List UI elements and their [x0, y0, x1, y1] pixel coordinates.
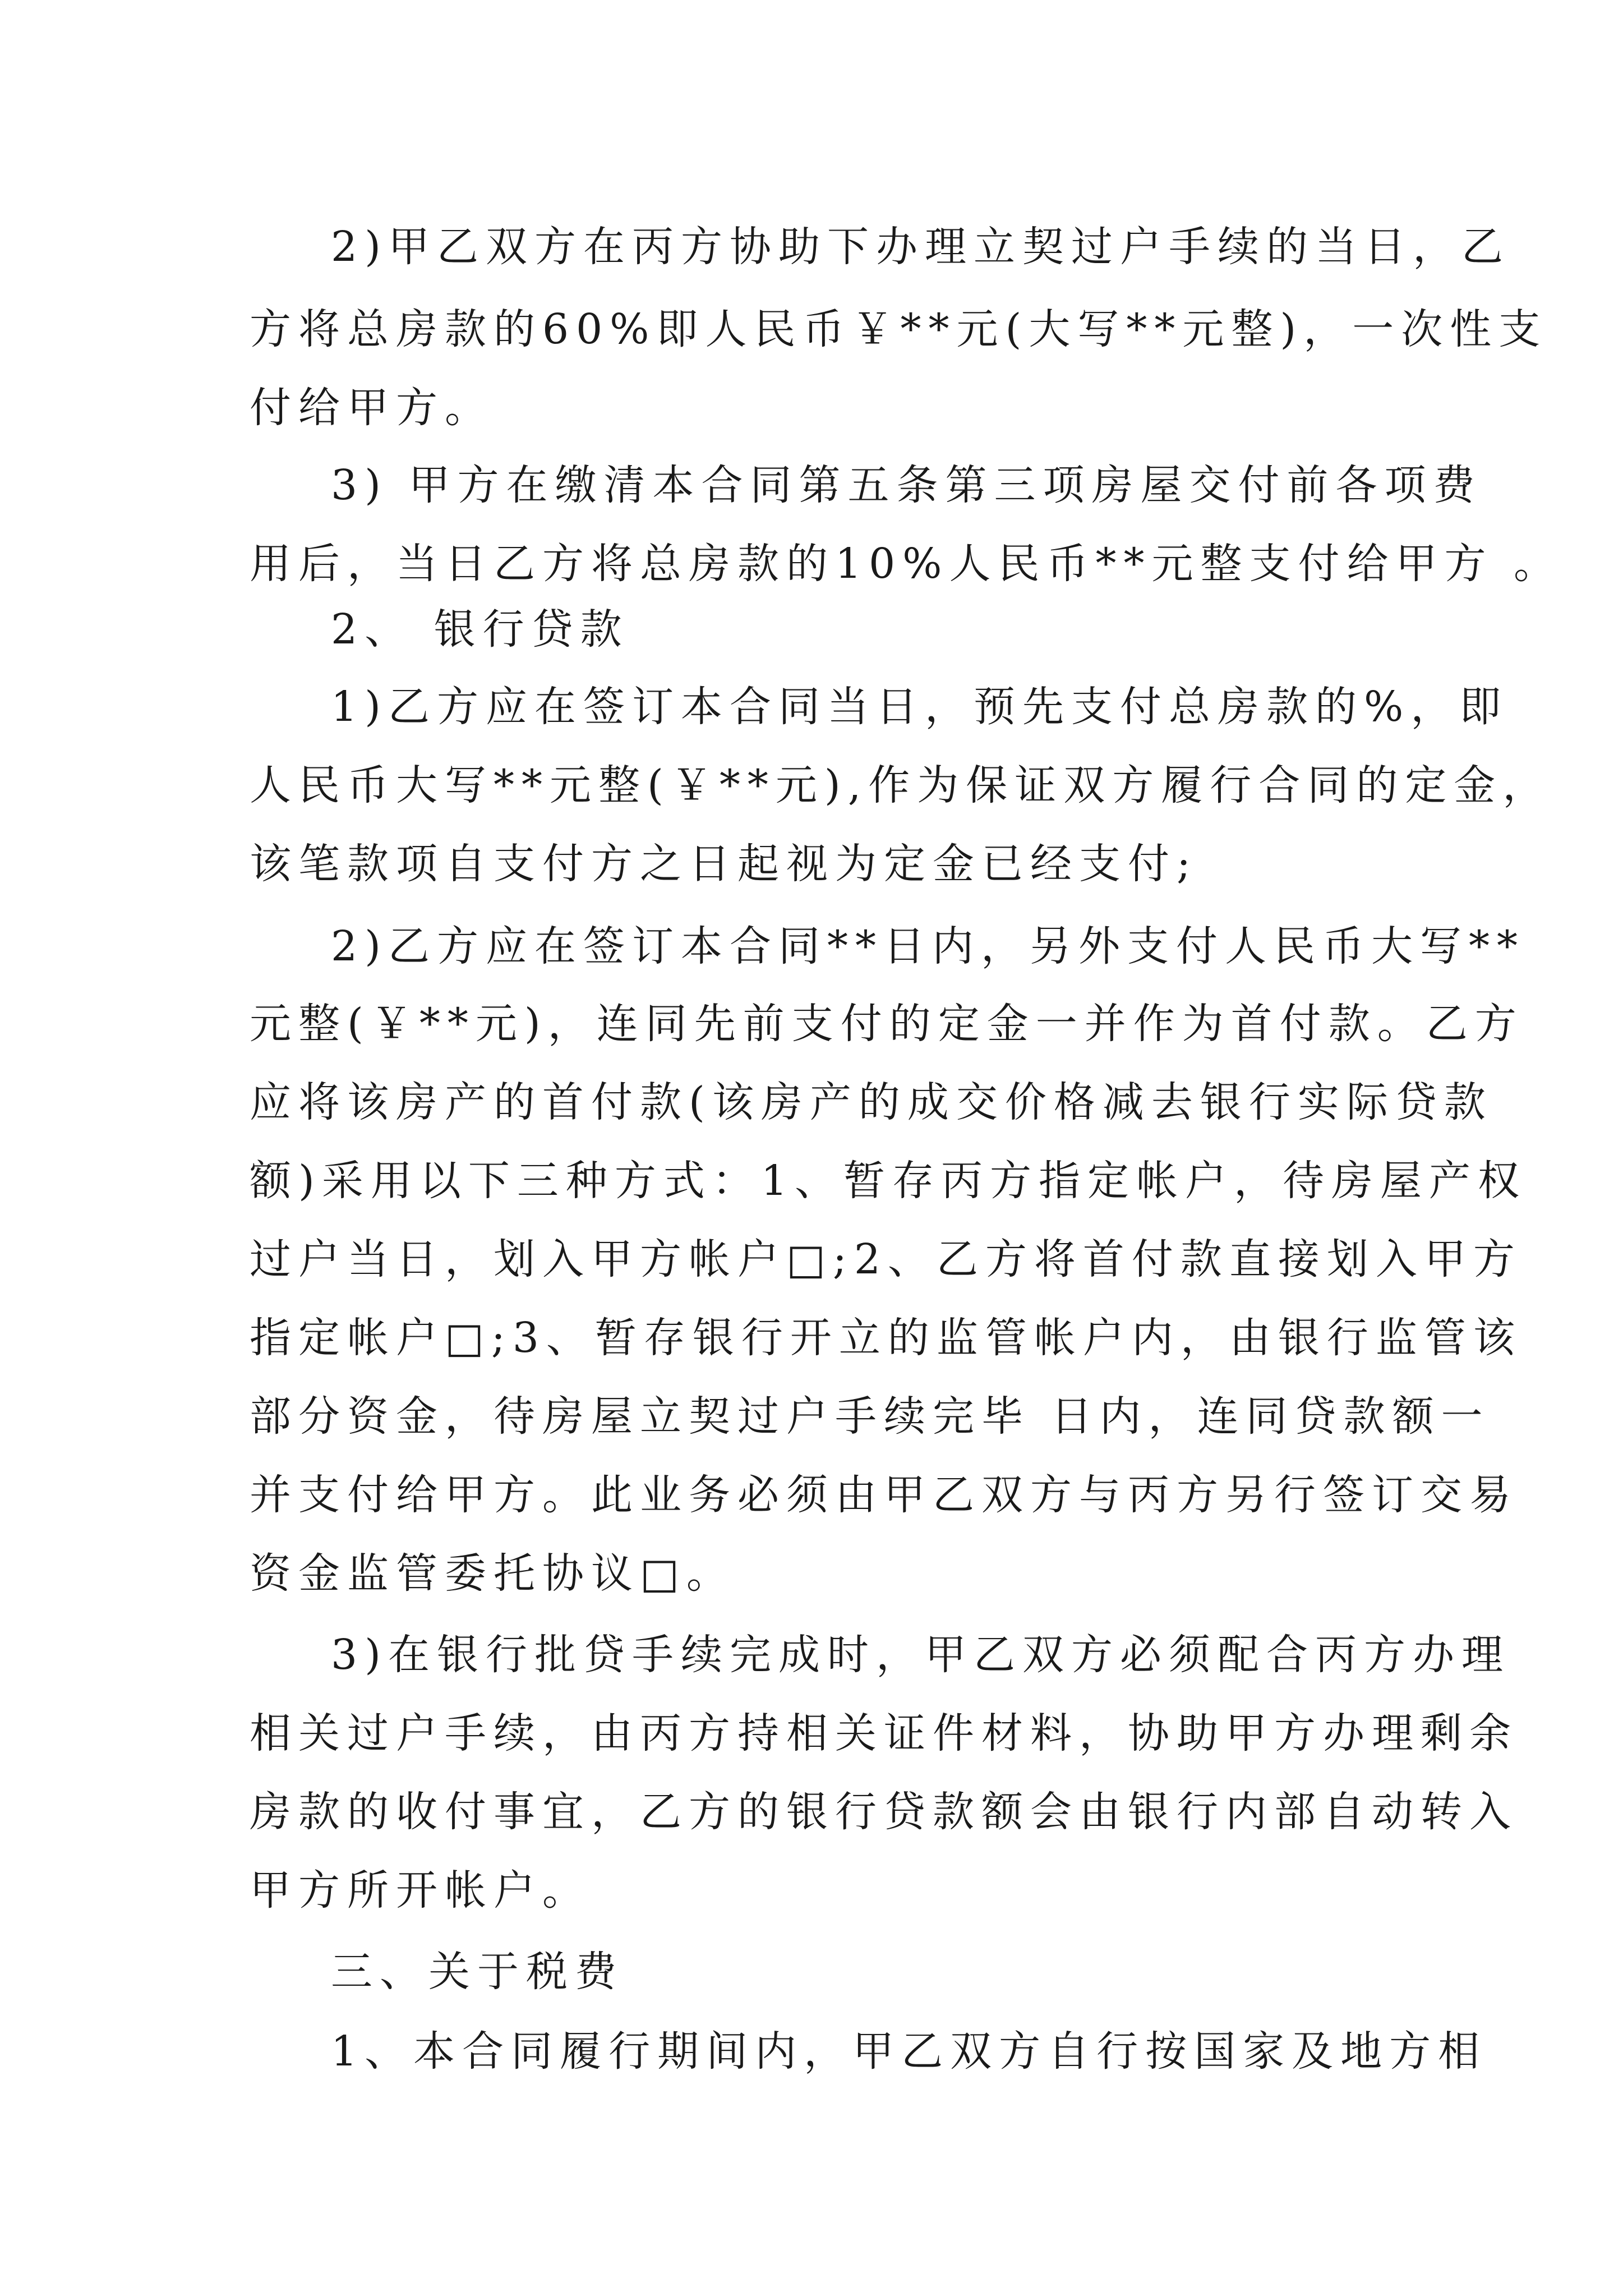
text-line: 额)采用以下三种方式：1、暂存丙方指定帐户，待房屋产权: [250, 1157, 1527, 1205]
text-line: 用后，当日乙方将总房款的10%人民币**元整支付给甲方 。: [250, 540, 1562, 588]
text-line: 1)乙方应在签订本合同当日，预先支付总房款的%，即: [331, 683, 1509, 731]
text-line: 甲方所开帐户。: [250, 1866, 591, 1915]
text-line: 过户当日，划入甲方帐户□;2、乙方将首付款直接划入甲方: [250, 1235, 1522, 1283]
text-line: 3) 甲方在缴清本合同第五条第三项房屋交付前各项费: [331, 461, 1482, 509]
section-heading: 三、关于税费: [331, 1948, 624, 1996]
text-line: 付给甲方。: [250, 384, 494, 432]
text-line: 方将总房款的60%即人民币￥**元(大写**元整)，一次性支: [250, 305, 1548, 353]
text-line: 指定帐户□;3、暂存银行开立的监管帐户内，由银行监管该: [250, 1314, 1522, 1362]
text-line: 2)乙方应在签订本合同**日内，另外支付人民币大写**: [331, 922, 1525, 970]
text-line: 相关过户手续，由丙方持相关证件材料，协助甲方办理剩余: [250, 1709, 1518, 1757]
text-line: 人民币大写**元整(￥**元),作为保证双方履行合同的定金，: [250, 761, 1552, 809]
section-heading: 2、 银行贷款: [331, 605, 629, 654]
text-line: 应将该房产的首付款(该房产的成交价格减去银行实际贷款: [250, 1078, 1493, 1126]
text-line: 2)甲乙双方在丙方协助下办理立契过户手续的当日，乙: [331, 223, 1510, 271]
text-line: 并支付给甲方。此业务必须由甲乙双方与丙方另行签订交易: [250, 1471, 1518, 1519]
text-line: 该笔款项自支付方之日起视为定金已经支付;: [250, 840, 1198, 888]
text-line: 房款的收付事宜，乙方的银行贷款额会由银行内部自动转入: [250, 1788, 1518, 1836]
text-line: 部分资金，待房屋立契过户手续完毕 日内，连同贷款额一: [250, 1392, 1490, 1441]
text-line: 资金监管委托协议□。: [250, 1549, 735, 1598]
text-line: 元整(￥**元)，连同先前支付的定金一并作为首付款。乙方: [250, 1000, 1524, 1048]
text-line: 3)在银行批贷手续完成时，甲乙双方必须配合丙方办理: [331, 1631, 1510, 1679]
text-line: 1、本合同履行期间内，甲乙双方自行按国家及地方相: [331, 2027, 1487, 2076]
